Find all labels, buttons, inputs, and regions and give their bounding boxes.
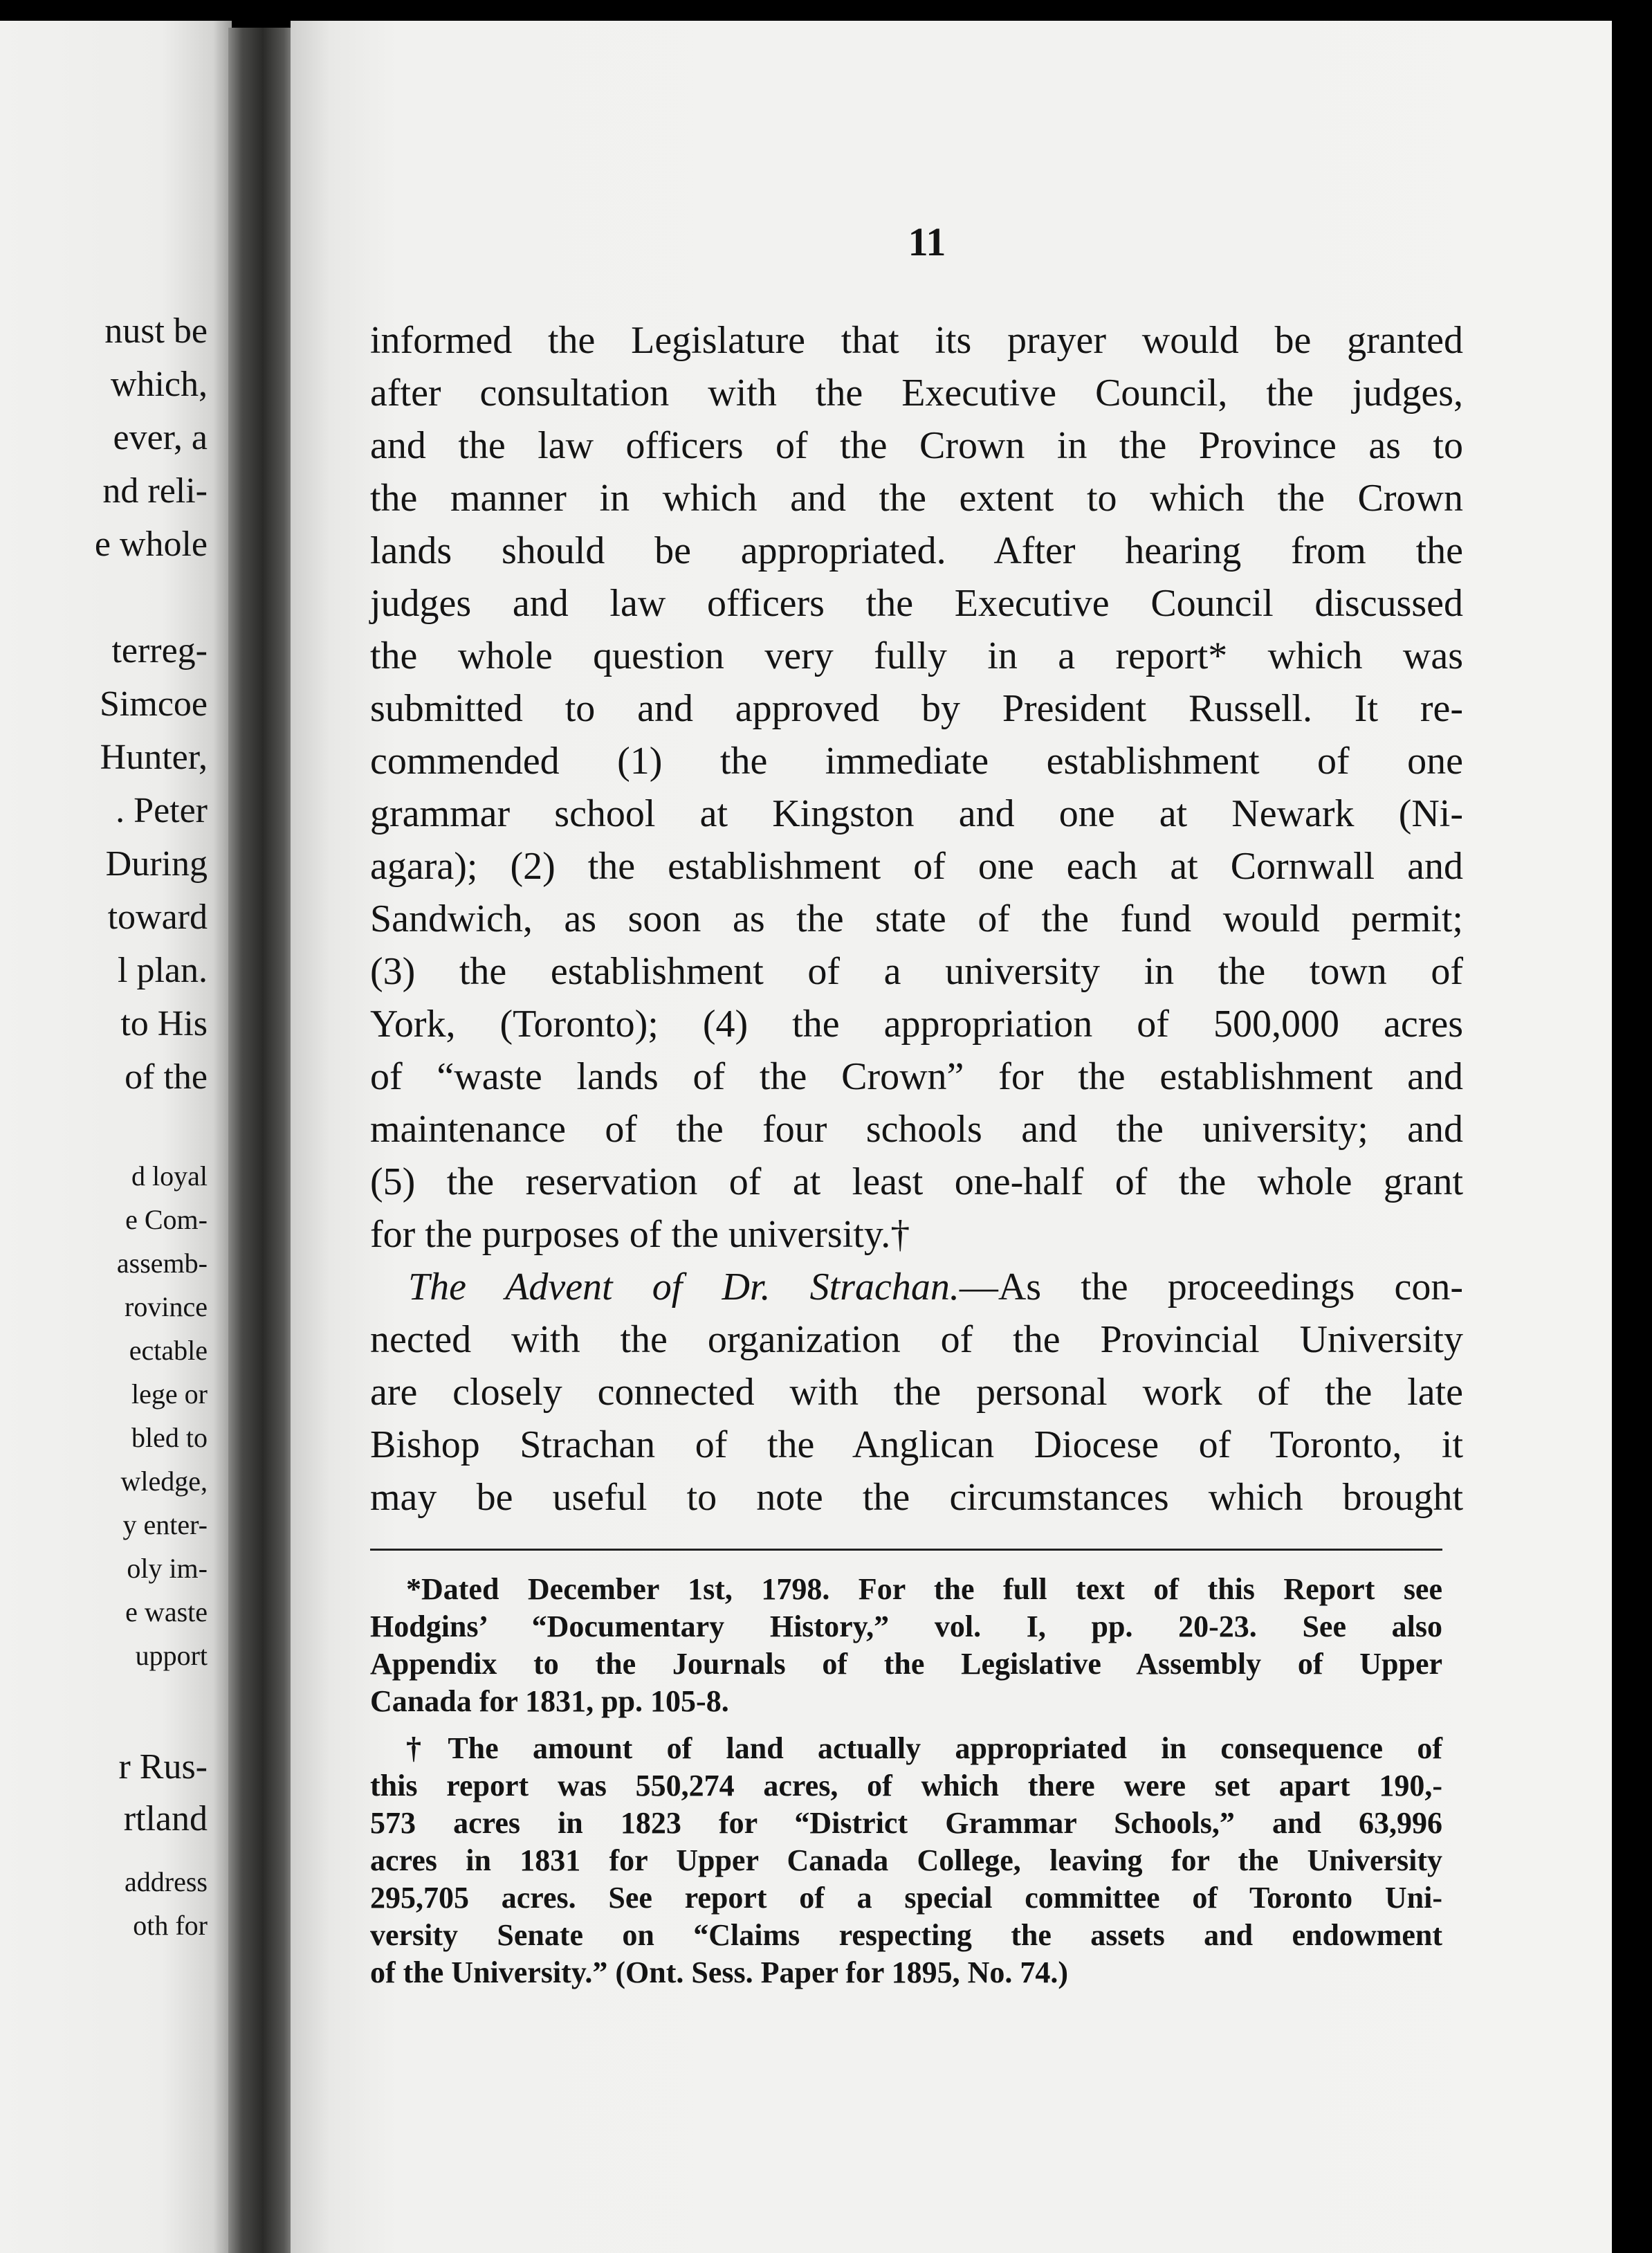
left-fragment-line: During (105, 844, 208, 884)
body-line: are closely connected with the personal work of the late (370, 1371, 1463, 1414)
body-line: and the law officers of the Crown in the Province as to (370, 424, 1463, 467)
body-line: judges and law officers the Executive Council discussed (370, 582, 1463, 625)
body-line: maintenance of the four schools and the university; and (370, 1108, 1463, 1151)
left-fragment-line: oly im- (127, 1553, 208, 1584)
left-fragment-line: Simcoe (100, 684, 208, 724)
body-line: commended (1) the immediate establishment of one (370, 740, 1463, 783)
left-fragment-line: to His (120, 1004, 208, 1043)
left-fragment-line: lege or (131, 1378, 208, 1410)
footnote-line: versity Senate on “Claims respecting the assets and endowment (370, 1918, 1442, 1952)
body-line: informed the Legislature that its prayer would be granted (370, 319, 1463, 362)
left-fragment-line: nust be (104, 311, 208, 351)
left-fragment-line: e waste (125, 1596, 208, 1627)
left-fragment-line: terreg- (111, 631, 208, 671)
left-fragment-line: assemb- (116, 1248, 208, 1279)
section-heading-continuation: —As the proceedings con- (959, 1266, 1463, 1308)
left-fragment-line: l plan. (118, 951, 208, 990)
body-line: grammar school at Kingston and one at Newark (Ni- (370, 792, 1463, 835)
left-fragment-line: e Com- (125, 1204, 208, 1235)
left-fragment-line: upport (135, 1640, 208, 1671)
footnote-line: Canada for 1831, pp. 105-8. (370, 1684, 729, 1718)
footnote-divider (370, 1549, 1442, 1551)
left-fragment-line: which, (110, 365, 208, 404)
body-line: the manner in which and the extent to which the Crown (370, 477, 1463, 520)
left-fragment-line: e whole (94, 525, 208, 564)
body-line: nected with the organization of the Provincial University (370, 1318, 1463, 1361)
body-line: Sandwich, as soon as the state of the fund would permit; (370, 897, 1463, 940)
body-line: agara); (2) the establishment of one each at Cornwall and (370, 845, 1463, 888)
book-gutter (228, 28, 297, 2253)
left-fragment-line: Hunter, (100, 738, 208, 777)
left-fragment-line: y enter- (122, 1509, 208, 1540)
footnote-line: 295,705 acres. See report of a special committee of Toronto Uni- (370, 1881, 1442, 1915)
page-number: 11 (908, 219, 946, 264)
footnote-line: 573 acres in 1823 for “District Grammar Schools,” and 63,996 (370, 1806, 1442, 1840)
left-fragment-line: wledge, (120, 1466, 208, 1497)
left-fragment-line: ectable (129, 1335, 208, 1366)
footnote-line: this report was 550,274 acres, of which there were set apart 190,- (370, 1769, 1442, 1803)
footnote-line: Appendix to the Journals of the Legislative Assembly of Upper (370, 1647, 1442, 1681)
footnote-line: †The amount of land actually appropriated in consequence of (406, 1731, 1442, 1765)
body-line: for the purposes of the university.† (370, 1213, 910, 1256)
footnote-line: *Dated December 1st, 1798. For the full text of this Report see (406, 1572, 1442, 1606)
left-fragment-line: ever, a (113, 418, 208, 457)
body-line: (5) the reservation of at least one-half of the whole grant (370, 1160, 1463, 1203)
footnote-line: Hodgins’ “Documentary History,” vol. I, pp. 20-23. See also (370, 1609, 1442, 1643)
left-fragment-line: . Peter (116, 791, 208, 830)
body-line: after consultation with the Executive Council, the judges, (370, 372, 1463, 414)
body-line: (3) the establishment of a university in the town of (370, 950, 1463, 993)
body-line: York, (Toronto); (4) the appropriation of 500,000 acres (370, 1003, 1463, 1046)
footnote-line: of the University.” (Ont. Sess. Paper for 1895, No. 74.) (370, 1955, 1069, 1989)
body-line: may be useful to note the circumstances which brought (370, 1476, 1463, 1519)
left-fragment-line: rovince (125, 1291, 208, 1322)
section-heading: The Advent of Dr. Strachan. (408, 1266, 960, 1308)
left-fragment-line: rtland (123, 1799, 208, 1839)
left-fragment-line: r Rus- (118, 1747, 208, 1787)
section-heading-line (408, 1261, 1463, 1313)
body-line: lands should be appropriated. After hearing from the (370, 529, 1463, 572)
left-fragment-line: oth for (133, 1910, 208, 1941)
left-fragment-line: toward (107, 897, 208, 937)
footnote-line: acres in 1831 for Upper Canada College, leaving for the University (370, 1843, 1442, 1877)
body-line: submitted to and approved by President Russell. It re- (370, 687, 1463, 730)
body-line: Bishop Strachan of the Anglican Diocese of Toronto, it (370, 1423, 1463, 1466)
body-line: of “waste lands of the Crown” for the establishment and (370, 1055, 1463, 1098)
left-fragment-line: address (125, 1866, 208, 1897)
body-line: the whole question very fully in a report* which was (370, 635, 1463, 677)
left-fragment-line: d loyal (131, 1160, 208, 1192)
left-fragment-line: bled to (131, 1422, 208, 1453)
left-fragment-line: of the (125, 1057, 208, 1097)
scan-border (1612, 0, 1652, 2253)
left-fragment-line: nd reli- (102, 471, 208, 511)
